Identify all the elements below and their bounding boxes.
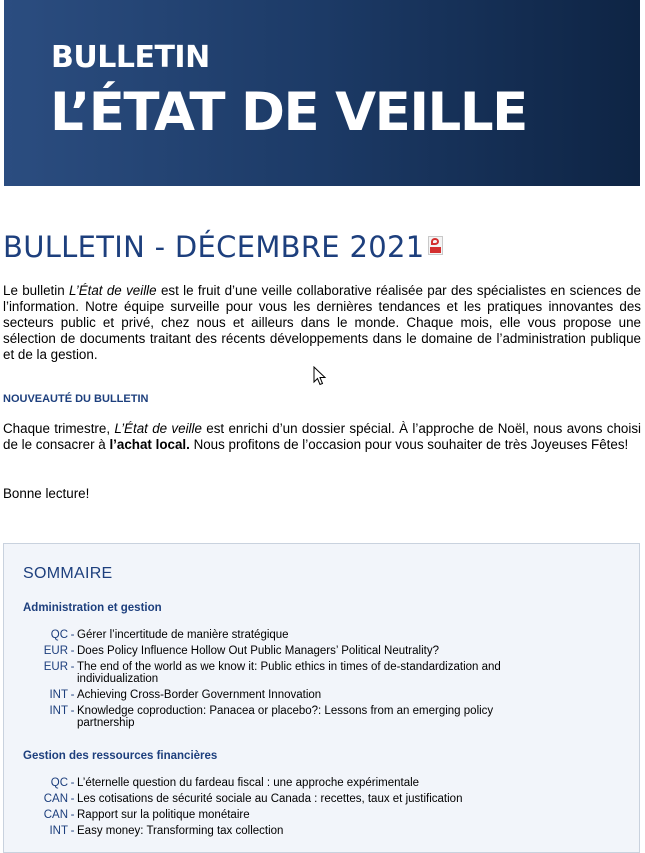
section-title: Gestion des ressources financières xyxy=(23,750,218,762)
summary-entry[interactable]: CAN - Les cotisations de sécurité sociale au Canada : recettes, taux et justification xyxy=(4,793,544,805)
entry-link[interactable]: Achieving Cross-Border Government Innovation xyxy=(77,689,322,701)
region-tag: INT xyxy=(49,705,68,717)
summary-entry[interactable]: INT - Easy money: Transforming tax collection xyxy=(4,825,544,837)
entry-link[interactable]: Gérer l’incertitude de manière stratégique xyxy=(77,629,289,641)
summary-box xyxy=(3,543,640,853)
summary-entry[interactable]: EUR - The end of the world as we know it: Public ethics in times of de-standardization and individualization xyxy=(4,661,544,685)
region-tag: EUR xyxy=(43,661,68,673)
region-tag: QC xyxy=(50,777,68,789)
intro-paragraph: Le bulletin L’État de veille est le fruit d’une veille collaborative réalisée par des spécialistes en sciences de l’information. Notre équipe surveille pour vous les dernières tendances et les pratiques innovantes des secteurs public et privé, chez nous et ailleurs dans le monde. Chaque mois, elle vous propose une sélection de documents traitant des récents développements dans le domaine de l’administration publique et de la gestion. xyxy=(3,283,641,362)
header-banner xyxy=(4,0,640,186)
region-tag: QC xyxy=(50,629,68,641)
summary-entry[interactable]: QC - Gérer l’incertitude de manière stratégique xyxy=(4,629,544,641)
entry-link[interactable]: Does Policy Influence Hollow Out Public Managers’ Political Neutrality? xyxy=(77,645,439,657)
summary-entry[interactable]: EUR - Does Policy Influence Hollow Out Public Managers’ Political Neutrality? xyxy=(4,645,544,657)
entry-link[interactable]: L’éternelle question du fardeau fiscal : une approche expérimentale xyxy=(77,777,420,789)
section-title: Administration et gestion xyxy=(23,602,162,614)
page-title-text: BULLETIN - DÉCEMBRE 2021 xyxy=(3,230,425,264)
closing-text: Bonne lecture! xyxy=(3,486,90,501)
summary-entry[interactable]: QC - L’éternelle question du fardeau fiscal : une approche expérimentale xyxy=(4,777,544,789)
region-tag: INT xyxy=(49,825,68,837)
summary-title: SOMMAIRE xyxy=(23,565,113,582)
region-tag: EUR xyxy=(43,645,68,657)
entry-link[interactable]: Les cotisations de sécurité sociale au Canada : recettes, taux et justification xyxy=(77,793,463,805)
region-tag: CAN xyxy=(43,809,68,821)
banner-kicker: BULLETIN xyxy=(51,40,210,75)
entry-link[interactable]: Easy money: Transforming tax collection xyxy=(77,825,284,837)
region-tag: CAN xyxy=(43,793,68,805)
region-tag: INT xyxy=(49,689,68,701)
summary-entry[interactable]: CAN - Rapport sur la politique monétaire xyxy=(4,809,544,821)
entry-link[interactable]: Knowledge coproduction: Panacea or placebo?: Lessons from an emerging policy partnership xyxy=(77,705,494,729)
summary-entry[interactable]: INT - Knowledge coproduction: Panacea or placebo?: Lessons from an emerging policy partnership xyxy=(4,705,544,729)
entry-link[interactable]: Rapport sur la politique monétaire xyxy=(77,809,250,821)
news-paragraph: Chaque trimestre, L’État de veille est enrichi d’un dossier spécial. À l’approche de Noël, nous avons choisi de le consacrer à l’achat local. Nous profitons de l’occasion pour vous souhaiter de très Joyeuses Fêtes! xyxy=(3,421,641,452)
mouse-cursor-icon xyxy=(313,366,327,386)
page-title xyxy=(3,230,443,264)
summary-entry[interactable]: INT - Achieving Cross-Border Government Innovation xyxy=(4,689,544,701)
news-heading: NOUVEAUTÉ DU BULLETIN xyxy=(3,393,149,405)
entry-link[interactable]: The end of the world as we know it: Public ethics in times of de-standardization and individualization xyxy=(77,661,501,685)
pdf-icon[interactable] xyxy=(428,236,443,255)
banner-title: L’ÉTAT DE VEILLE xyxy=(50,82,527,143)
